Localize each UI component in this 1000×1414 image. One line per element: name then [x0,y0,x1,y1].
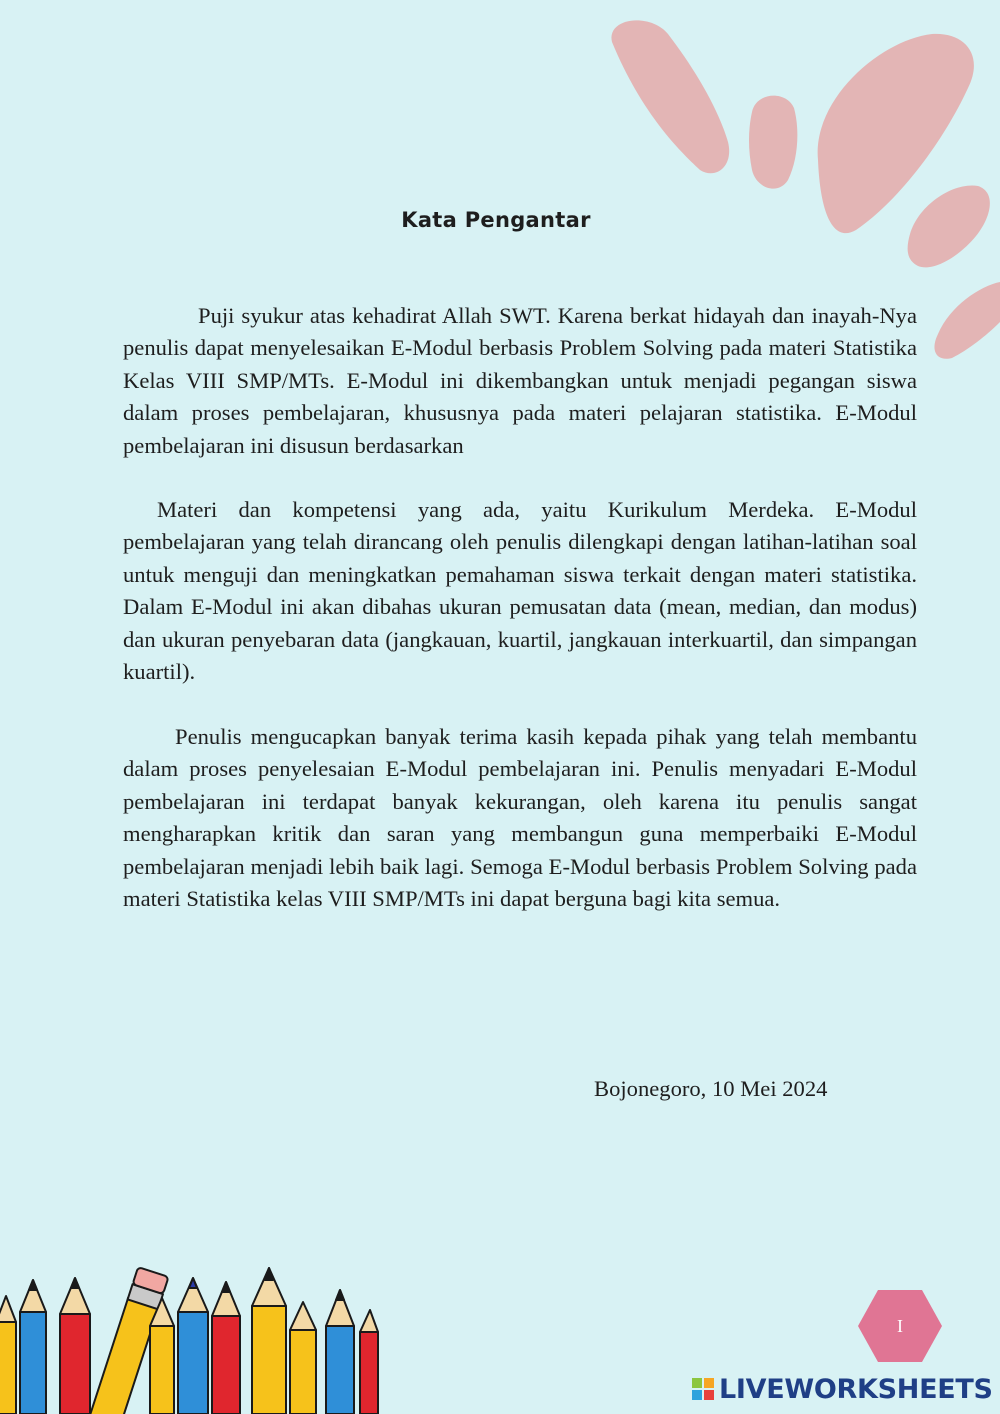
liveworksheets-logo [692,1372,993,1406]
closing-paragraph: Penulis mengucapkan banyak terima kasih kepada pihak yang telah membantu dalam proses penyelesaian E-Modul pembelajaran ini. Penulis menyadari E-Modul pembelajaran ini terdapat banyak kekurangan, oleh karena itu penulis sangat mengharapkan kritik dan saran yang membangun guna memperbaiki E-Modul pembelajaran menjadi lebih baik lagi. Semoga E-Modul berbasis Problem Solving pada materi Statistika kelas VIII SMP/MTs ini dapat berguna bagi kita semua. [123,724,917,912]
page-title: Kata Pengantar [401,208,591,232]
intro-paragraph: Puji syukur atas kehadirat Allah SWT. Karena berkat hidayah dan inayah-Nya penulis dapat menyelesaikan E-Modul berbasis Problem Solving pada materi Statistika Kelas VIII SMP/MTs. E-Modul ini dikembangkan untuk menjadi pegangan siswa dalam proses pembelajaran, khususnya pada materi pelajaran statistika. E-Modul pembelajaran ini disusun berdasarkan [123,303,917,458]
page-number-badge [858,1290,942,1362]
signoff-date: Bojonegoro, 10 Mei 2024 [594,1076,828,1101]
content-paragraph: Materi dan kompetensi yang ada, yaitu Kurikulum Merdeka. E-Modul pembelajaran yang telah dirancang oleh penulis dilengkapi dengan latihan-latihan soal untuk menguji dan meningkatkan pemahaman siswa terkait dengan materi statistika. Dalam E-Modul ini akan dibahas ukuran pemusatan data (mean, median, dan modus) dan ukuran penyebaran data (jangkauan, kuartil, jangkauan interkuartil, dan simpangan kuartil). [123,497,917,685]
liveworksheets-logo-icon [692,1378,714,1400]
page-number: I [897,1315,903,1336]
brand-text: LIVEWORKSHEETS [719,1373,993,1405]
